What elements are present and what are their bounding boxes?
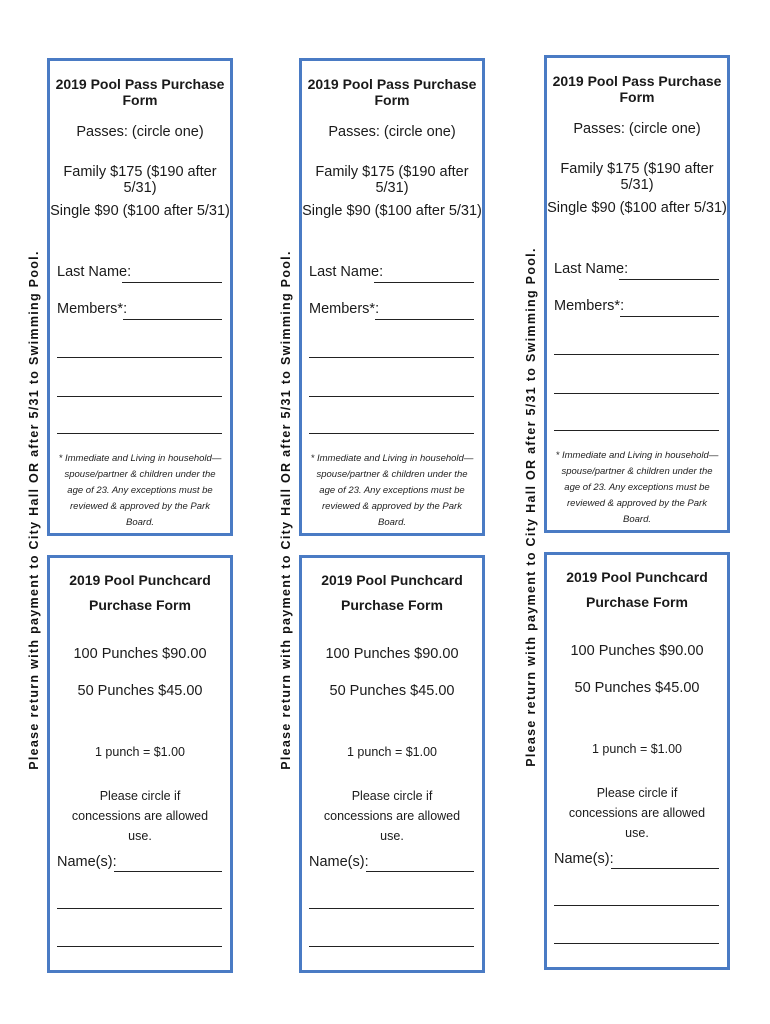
members-line-2[interactable] [309, 357, 474, 358]
last-name-field[interactable] [619, 279, 719, 280]
punchcard-form [299, 555, 485, 973]
punch-form-title-2: Purchase Form [89, 597, 191, 613]
hundred-punch-option[interactable]: 100 Punches $90.00 [73, 646, 207, 662]
names-label: Name(s): [309, 854, 369, 870]
hundred-punch-option[interactable]: 100 Punches $90.00 [570, 643, 704, 659]
members-line-4[interactable] [309, 433, 474, 434]
last-name-label: Last Name: [554, 261, 629, 277]
names-label: Name(s): [57, 854, 117, 870]
members-label: Members*: [57, 301, 128, 317]
hundred-punch-option[interactable]: 100 Punches $90.00 [325, 646, 459, 662]
form-column-2: Please return with payment to City Hall OR after 5/31 to Swimming Pool. 2019 Pool Pass Purchase Form Passes: (circle one) Family $175 ($190 after 5/31) Single $90 ($100 after 5/31) Last Name: Members*: * Immediate and Living in household—spouse/partner & children under the age of 23. Any exceptions must be reviewed & approved by the Park Board. 2019 Pool Punchcard Purchase Form 100 Punches $90.00 50 Punches $45.00 1 punch = $1.00 Please circle if concessions are allowed use. Name(s): [252, 0, 522, 1024]
fifty-punch-option[interactable]: 50 Punches $45.00 [77, 683, 203, 699]
pool-pass-form [544, 55, 730, 533]
names-line-2[interactable] [57, 908, 222, 909]
family-pass-option[interactable]: Family $175 ($190 after 5/31) [315, 164, 469, 196]
family-pass-option[interactable]: Family $175 ($190 after 5/31) [560, 161, 714, 193]
family-pass-option[interactable]: Family $175 ($190 after 5/31) [63, 164, 217, 196]
single-pass-option[interactable]: Single $90 ($100 after 5/31) [302, 203, 482, 219]
concessions-text[interactable]: Please circle if concessions are allowed use. [323, 789, 461, 843]
members-line-4[interactable] [57, 433, 222, 434]
names-line-3[interactable] [57, 946, 222, 947]
punchcard-form [544, 552, 730, 970]
single-pass-option[interactable]: Single $90 ($100 after 5/31) [547, 200, 727, 216]
fifty-punch-option[interactable]: 50 Punches $45.00 [329, 683, 455, 699]
names-field[interactable] [366, 871, 474, 872]
form-column-1: Please return with payment to City Hall OR after 5/31 to Swimming Pool. 2019 Pool Pass Purchase Form Passes: (circle one) Family $175 ($190 after 5/31) Single $90 ($100 after 5/31) Last Name: Members*: * Immediate and Living in household—spouse/partner & children under the age of 23. Any exceptions must be reviewed & approved by the Park Board. 2019 Pool Punchcard Purchase Form 100 Punches $90.00 50 Punches $45.00 1 punch = $1.00 Please circle if concessions are allowed use. Name(s): [0, 0, 270, 1024]
concessions-text[interactable]: Please circle if concessions are allowed use. [568, 786, 706, 840]
members-line-2[interactable] [554, 354, 719, 355]
concessions-text[interactable]: Please circle if concessions are allowed use. [71, 789, 209, 843]
names-line-3[interactable] [309, 946, 474, 947]
names-line-3[interactable] [554, 943, 719, 944]
punch-form-title-1: 2019 Pool Punchcard [321, 572, 463, 588]
members-line-3[interactable] [554, 393, 719, 394]
passes-label: Passes: (circle one) [328, 124, 456, 140]
household-note: * Immediate and Living in household—spouse/partner & children under the age of 23. Any exceptions must be reviewed & approved by the Park Board. [58, 453, 222, 528]
punch-value-text: 1 punch = $1.00 [94, 745, 185, 759]
form-column-3: Please return with payment to City Hall OR after 5/31 to Swimming Pool. 2019 Pool Pass Purchase Form Passes: (circle one) Family $175 ($190 after 5/31) Single $90 ($100 after 5/31) Last Name: Members*: * Immediate and Living in household—spouse/partner & children under the age of 23. Any exceptions must be reviewed & approved by the Park Board. 2019 Pool Punchcard Purchase Form 100 Punches $90.00 50 Punches $45.00 1 punch = $1.00 Please circle if concessions are allowed use. Name(s): [497, 0, 767, 1024]
names-line-2[interactable] [554, 905, 719, 906]
names-label: Name(s): [554, 851, 614, 867]
pass-form-title: 2019 Pool Pass Purchase Form [307, 76, 477, 108]
punch-value-text: 1 punch = $1.00 [346, 745, 437, 759]
single-pass-option[interactable]: Single $90 ($100 after 5/31) [50, 203, 230, 219]
members-line-4[interactable] [554, 430, 719, 431]
passes-label: Passes: (circle one) [76, 124, 204, 140]
pass-form-title: 2019 Pool Pass Purchase Form [552, 73, 722, 105]
names-line-2[interactable] [309, 908, 474, 909]
names-field[interactable] [611, 868, 719, 869]
fifty-punch-option[interactable]: 50 Punches $45.00 [574, 680, 700, 696]
members-field[interactable] [123, 319, 222, 320]
household-note: * Immediate and Living in household—spouse/partner & children under the age of 23. Any exceptions must be reviewed & approved by the Park Board. [310, 453, 474, 528]
members-line-3[interactable] [57, 396, 222, 397]
last-name-field[interactable] [122, 282, 222, 283]
punch-form-title-1: 2019 Pool Punchcard [69, 572, 211, 588]
punch-form-title-2: Purchase Form [341, 597, 443, 613]
punch-value-text: 1 punch = $1.00 [591, 742, 682, 756]
members-label: Members*: [309, 301, 380, 317]
household-note: * Immediate and Living in household—spouse/partner & children under the age of 23. Any exceptions must be reviewed & approved by the Park Board. [555, 450, 719, 525]
last-name-label: Last Name: [309, 264, 384, 280]
pass-form-title: 2019 Pool Pass Purchase Form [55, 76, 225, 108]
members-field[interactable] [620, 316, 719, 317]
pool-pass-form [299, 58, 485, 536]
members-field[interactable] [375, 319, 474, 320]
punchcard-form [47, 555, 233, 973]
pool-pass-form [47, 58, 233, 536]
passes-label: Passes: (circle one) [573, 121, 701, 137]
members-label: Members*: [554, 298, 625, 314]
punch-form-title-2: Purchase Form [586, 594, 688, 610]
last-name-field[interactable] [374, 282, 474, 283]
punch-form-title-1: 2019 Pool Punchcard [566, 569, 708, 585]
members-line-2[interactable] [57, 357, 222, 358]
names-field[interactable] [114, 871, 222, 872]
last-name-label: Last Name: [57, 264, 132, 280]
members-line-3[interactable] [309, 396, 474, 397]
